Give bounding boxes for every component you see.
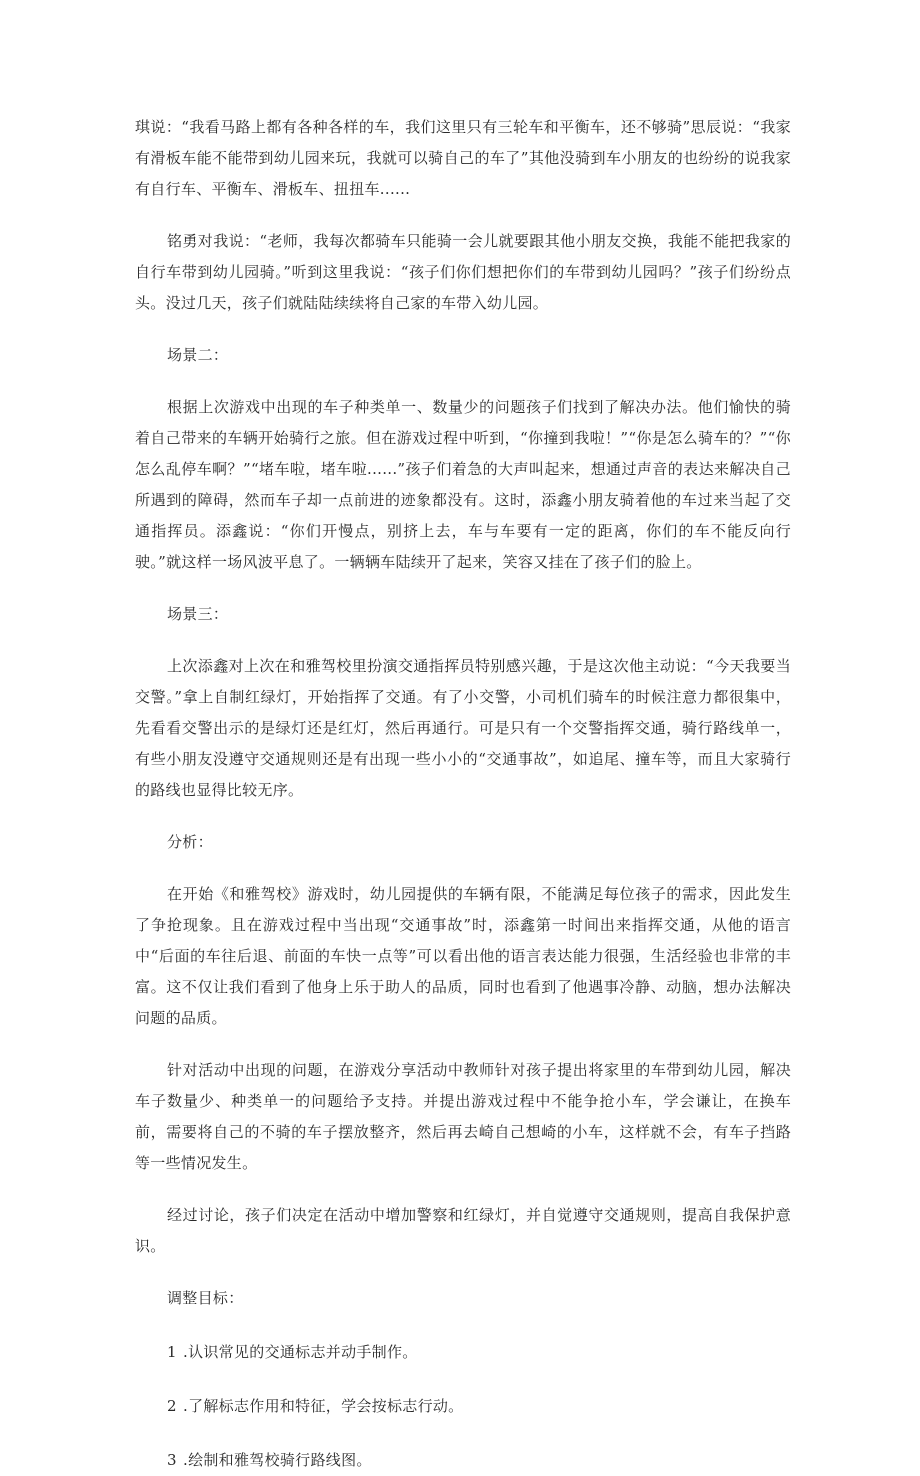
- paragraph-teacher-support: 针对活动中出现的问题，在游戏分享活动中教师针对孩子提出将家里的车带到幼儿园，解决车子数量少、种类单一的问题给予支持。并提出游戏过程中不能争抢小车，学会谦让，在换车前，需要将自己的不骑的车子摆放整齐，然后再去崎自己想崎的小车，这样就不会，有车子挡路等一些情况发生。: [135, 1061, 791, 1172]
- heading-analysis: 分析：: [167, 833, 213, 851]
- paragraph-mingyong: 铭勇对我说：“老师，我每次都骑车只能骑一会儿就要跟其他小朋友交换，我能不能把我家的自行车带到幼儿园骑。”听到这里我说：“孩子们你们想把你们的车带到幼儿园吗？”孩子们纷纷点头。没过几天，孩子们就陆陆续续将自己家的车带入幼儿园。: [135, 232, 791, 312]
- heading-scene-two: 场景二：: [167, 346, 229, 364]
- goal-text: .认识常见的交通标志并动手制作。: [183, 1343, 418, 1361]
- paragraph-children-cars: 琪说：“我看马路上都有各种各样的车，我们这里只有三轮车和平衡车，还不够骑”思辰说：“我家有滑板车能不能带到幼儿园来玩，我就可以骑自己的车了”其他没骑到车小朋友的也纷纷的说我家有自行车、平衡车、滑板车、扭扭车......: [135, 118, 791, 198]
- goal-number: 1: [167, 1343, 177, 1361]
- paragraph-scene-two: 根据上次游戏中出现的车子种类单一、数量少的问题孩子们找到了解决办法。他们愉快的骑着自己带来的车辆开始骑行之旅。但在游戏过程中听到，“你撞到我啦！”“你是怎么骑车的？”“你怎么乱停车啊？”“堵车啦，堵车啦......”孩子们着急的大声叫起来，想通过声音的表达来解决自己所遇到的障碍，然而车子却一点前进的迹象都没有。这时，添鑫小朋友骑着他的车过来当起了交通指挥员。添鑫说：“你们开慢点，别挤上去，车与车要有一定的距离，你们的车不能反向行驶。”就这样一场风波平息了。一辆辆车陆续开了起来，笑容又挂在了孩子们的脸上。: [135, 398, 791, 571]
- document-page: [135, 112, 791, 1476]
- goal-item: [135, 1445, 791, 1476]
- goal-text: .了解标志作用和特征，学会按标志行动。: [183, 1397, 464, 1415]
- heading-scene-three: 场景三：: [167, 605, 229, 623]
- goal-number: 3: [167, 1451, 177, 1469]
- heading-adjusted-goals: 调整目标：: [167, 1289, 244, 1307]
- paragraph-scene-three: 上次添鑫对上次在和雅驾校里扮演交通指挥员特别感兴趣，于是这次他主动说：“今天我要当交警。”拿上自制红绿灯，开始指挥了交通。有了小交警，小司机们骑车的时候注意力都很集中，先看看交警出示的是绿灯还是红灯，然后再通行。可是只有一个交警指挥交通，骑行路线单一，有些小朋友没遵守交通规则还是有出现一些小小的“交通事故”，如追尾、撞车等，而且大家骑行的路线也显得比较无序。: [135, 657, 791, 799]
- paragraph-analysis: 在开始《和雅驾校》游戏时，幼儿园提供的车辆有限，不能满足每位孩子的需求，因此发生了争抢现象。且在游戏过程中当出现“交通事故”时，添鑫第一时间出来指挥交通，从他的语言中“后面的车往后退、前面的车快一点等”可以看出他的语言表达能力很强，生活经验也非常的丰富。这不仅让我们看到了他身上乐于助人的品质，同时也看到了他遇事冷静、动脑，想办法解决问题的品质。: [135, 885, 791, 1027]
- goal-number: 2: [167, 1397, 177, 1415]
- paragraph-discussion: 经过讨论，孩子们决定在活动中增加警察和红绿灯，并自觉遵守交通规则，提高自我保护意识。: [135, 1206, 791, 1255]
- goal-text: .绘制和雅驾校骑行路线图。: [183, 1451, 372, 1469]
- goal-item: [135, 1391, 791, 1422]
- goal-item: [135, 1337, 791, 1368]
